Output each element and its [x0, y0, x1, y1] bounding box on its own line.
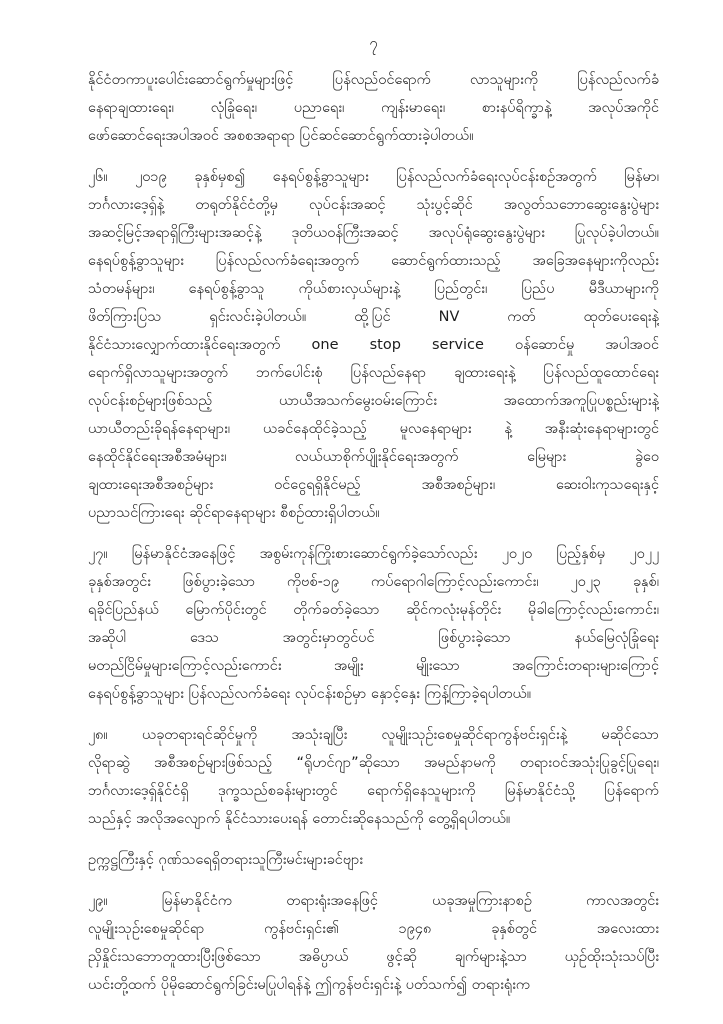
text-line: ယင်းတို့ထက် ပိုမိုဆောင်ရွက်ခြင်းမပြုပါရန်နဲ့ ဤကွန်ဗင်းရှင်းနဲ့ ပတ်သက်၍ တရားရုံးက	[88, 977, 531, 993]
text-line: နေရပ်စွန့်ခွာသူများ ပြန်လည်လက်ခံရေးအတွက် ဆောင်ရွက်ထားသည့် အခြေအနေများကိုလည်း	[88, 253, 659, 269]
text-line: သံတမန်များ၊ နေရပ်စွန့်ခွာသူ ကိုယ်စားလှယ်များနဲ့ ပြည်တွင်း၊ ပြည်ပ မီဒီယာများကို	[88, 281, 659, 297]
text-line: ဖော်ဆောင်ရေးအပါအဝင် အစစအရာရာ ပြင်ဆင်ဆောင်ရွက်ထားခဲ့ပါတယ်။	[88, 128, 474, 144]
text-line: အဆင့်မြင့်အရာရှိကြီးများအဆင့်နဲ့ ဒုတိယဝန်ကြီးအဆင့် အလုပ်ရုံဆွေးနွေးပွဲများ ပြုလုပ်ခဲ့ပါတယ်။	[88, 225, 659, 241]
text-line: ဖိတ်ကြားပြသ ရှင်းလင်းခဲ့ပါတယ်။ ထို့ပြင် NV ကတ် ထုတ်ပေးရေးနဲ့	[88, 309, 659, 325]
text-line: နေထိုင်နိုင်ရေးအစီအမံများ၊ လယ်ယာစိုက်ပျိုးနိုင်ရေးအတွက် မြေများ ခွဲဝေ	[88, 449, 659, 465]
text-line: မတည်ငြိမ်မှုများကြောင့်လည်းကောင်း အမျိုး မျိုးသော အကြောင်းတရားများကြောင့်	[88, 658, 659, 674]
text-line: နိုင်ငံတကာပူးပေါင်းဆောင်ရွက်မှုများဖြင့် ပြန်လည်ဝင်ရောက် လာသူများကို ပြန်လည်လက်ခံ	[88, 72, 659, 88]
page-number: ၇	[369, 34, 378, 52]
text-line: ၂၇။ မြန်မာနိုင်ငံအနေဖြင့် အစွမ်းကုန်ကြိုးစားဆောင်ရွက်ခဲ့သော်လည်း ၂၀၂၀ ပြည့်နှစ်မှ ၂၀၂၂	[88, 546, 659, 562]
section-heading-text: ဥက္ကဋ္ဌကြီးနှင့် ဂုဏ်သရေရှိတရားသူကြီးမင်းများခင်ဗျား	[88, 852, 364, 868]
text-line: လူမျိုးသုဉ်းစေမှုဆိုင်ရာ ကွန်ဗင်းရှင်း၏ ၁၉၄၈ ခုနှစ်တွင် အလေးထား	[88, 921, 659, 937]
paragraph-28	[88, 721, 659, 833]
text-line: ညှိနှိုင်းသဘောတူထားပြီးဖြစ်သော အဓိပ္ပာယ် ဖွင့်ဆို ချက်များနဲ့သာ ယှဉ်ထိုးသုံးသပ်ပြီး	[88, 949, 659, 965]
text-line: အဆိုပါ ဒေသ အတွင်းမှာတွင်ပင် ဖြစ်ပွားခဲ့သော နယ်မြေလုံခြုံရေး	[88, 630, 659, 646]
text-line: ဘင်္ဂလားဒေ့ရှ်နဲ့ တရုတ်နိုင်ငံတို့မှ လုပ်ငန်းအဆင့် သုံးပွင့်ဆိုင် အလွတ်သဘောဆွေးနွေးပွဲများ	[88, 197, 659, 213]
text-line: လုပ်ငန်းစဉ်များဖြစ်သည့် ယာယီအသက်မွေးဝမ်းကြောင်း အထောက်အကူပြုပစ္စည်းများနဲ့	[88, 393, 659, 409]
text-line: ၂၆။ ၂၀၁၉ ခုနှစ်မှစ၍ နေရပ်စွန့်ခွာသူများ ပြန်လည်လက်ခံရေးလုပ်ငန်းစဉ်အတွက် မြန်မာ၊	[88, 169, 659, 185]
text-line: နေရာချထားရေး၊ လုံခြုံရေး၊ ပညာရေး၊ ကျန်းမာရေး၊ စားနပ်ရိက္ခာနဲ့ အလုပ်အကိုင်	[88, 100, 659, 116]
paragraph-27	[88, 540, 659, 708]
paragraph-25-continuation	[88, 66, 659, 150]
text-line: ၂၈။ ယခုတရားရင်ဆိုင်မှုကို အသုံးချပြီး လူမျိုးသုဉ်းစေမှုဆိုင်ရာကွန်ဗင်းရှင်းနဲ့ မဆိုင်သော	[88, 727, 659, 743]
paragraph-29	[88, 887, 659, 999]
text-line: နေရပ်စွန့်ခွာသူများ ပြန်လည်လက်ခံရေး လုပ်ငန်းစဉ်မှာ နှောင့်နှေး ကြန့်ကြာခဲ့ရပါတယ်။	[88, 686, 532, 702]
text-line: ရခိုင်ပြည်နယ် မြောက်ပိုင်းတွင် တိုက်ခတ်ခဲ့သော ဆိုင်ကလုံးမုန်တိုင်း မိုခါကြောင့်လည်းကောင်း၊	[88, 602, 659, 618]
section-heading	[88, 846, 659, 874]
text-line: ရောက်ရှိလာသူများအတွက် ဘက်ပေါင်းစုံ ပြန်လည်နေရာ ချထားရေးနဲ့ ပြန်လည်ထူထောင်ရေး	[88, 365, 659, 381]
paragraph-26	[88, 163, 659, 527]
text-line: ယာယီတည်းခိုရန်နေရာများ၊ ယခင်နေထိုင်ခဲ့သည့် မူလနေရာများ နဲ့ အနီးဆုံးနေရာများတွင်	[88, 421, 659, 437]
text-line: သည်နှင့် အလိုအလျောက် နိုင်ငံသားပေးရန် တောင်းဆိုနေသည်ကို တွေ့ရှိရပါတယ်။	[88, 811, 511, 827]
text-line: ချထားရေးအစီအစဉ်များ ဝင်ငွေရရှိနိုင်မည့် အစီအစဉ်များ၊ ဆေးဝါးကုသရေးနှင့်	[88, 477, 659, 493]
text-line: ခုနှစ်အတွင်း ဖြစ်ပွားခဲ့သော ကိုဗစ်-၁၉ ကပ်ရောဂါကြောင့်လည်းကောင်း၊ ၂၀၂၃ ခုနှစ်၊	[88, 574, 659, 590]
text-line: ပညာသင်ကြားရေး ဆိုင်ရာနေရာများ စီစဉ်ထားရှိပါတယ်။	[88, 505, 380, 521]
text-line: ဘင်္ဂလားဒေ့ရှ်နိုင်ငံရှိ ဒုက္ခသည်စခန်းများတွင် ရောက်ရှိနေသူများကို မြန်မာနိုင်ငံသို့ ပြန်ရောက်	[88, 783, 659, 799]
text-line: နိုင်ငံသားလျှောက်ထားနိုင်ရေးအတွက် one stop service ဝန်ဆောင်မှု အပါအဝင်	[88, 337, 659, 353]
text-line: ၂၉။ မြန်မာနိုင်ငံက တရားရုံးအနေဖြင့် ယခုအမှုကြားနာစဉ် ကာလအတွင်း	[88, 893, 659, 909]
text-line: လိုရာဆွဲ အစီအစဉ်များဖြစ်သည့် “ရိုဟင်ဂျာ”ဆိုသော အမည်နာမကို တရားဝင်အသုံးပြုခွင့်ပြုရေး၊	[88, 755, 659, 771]
